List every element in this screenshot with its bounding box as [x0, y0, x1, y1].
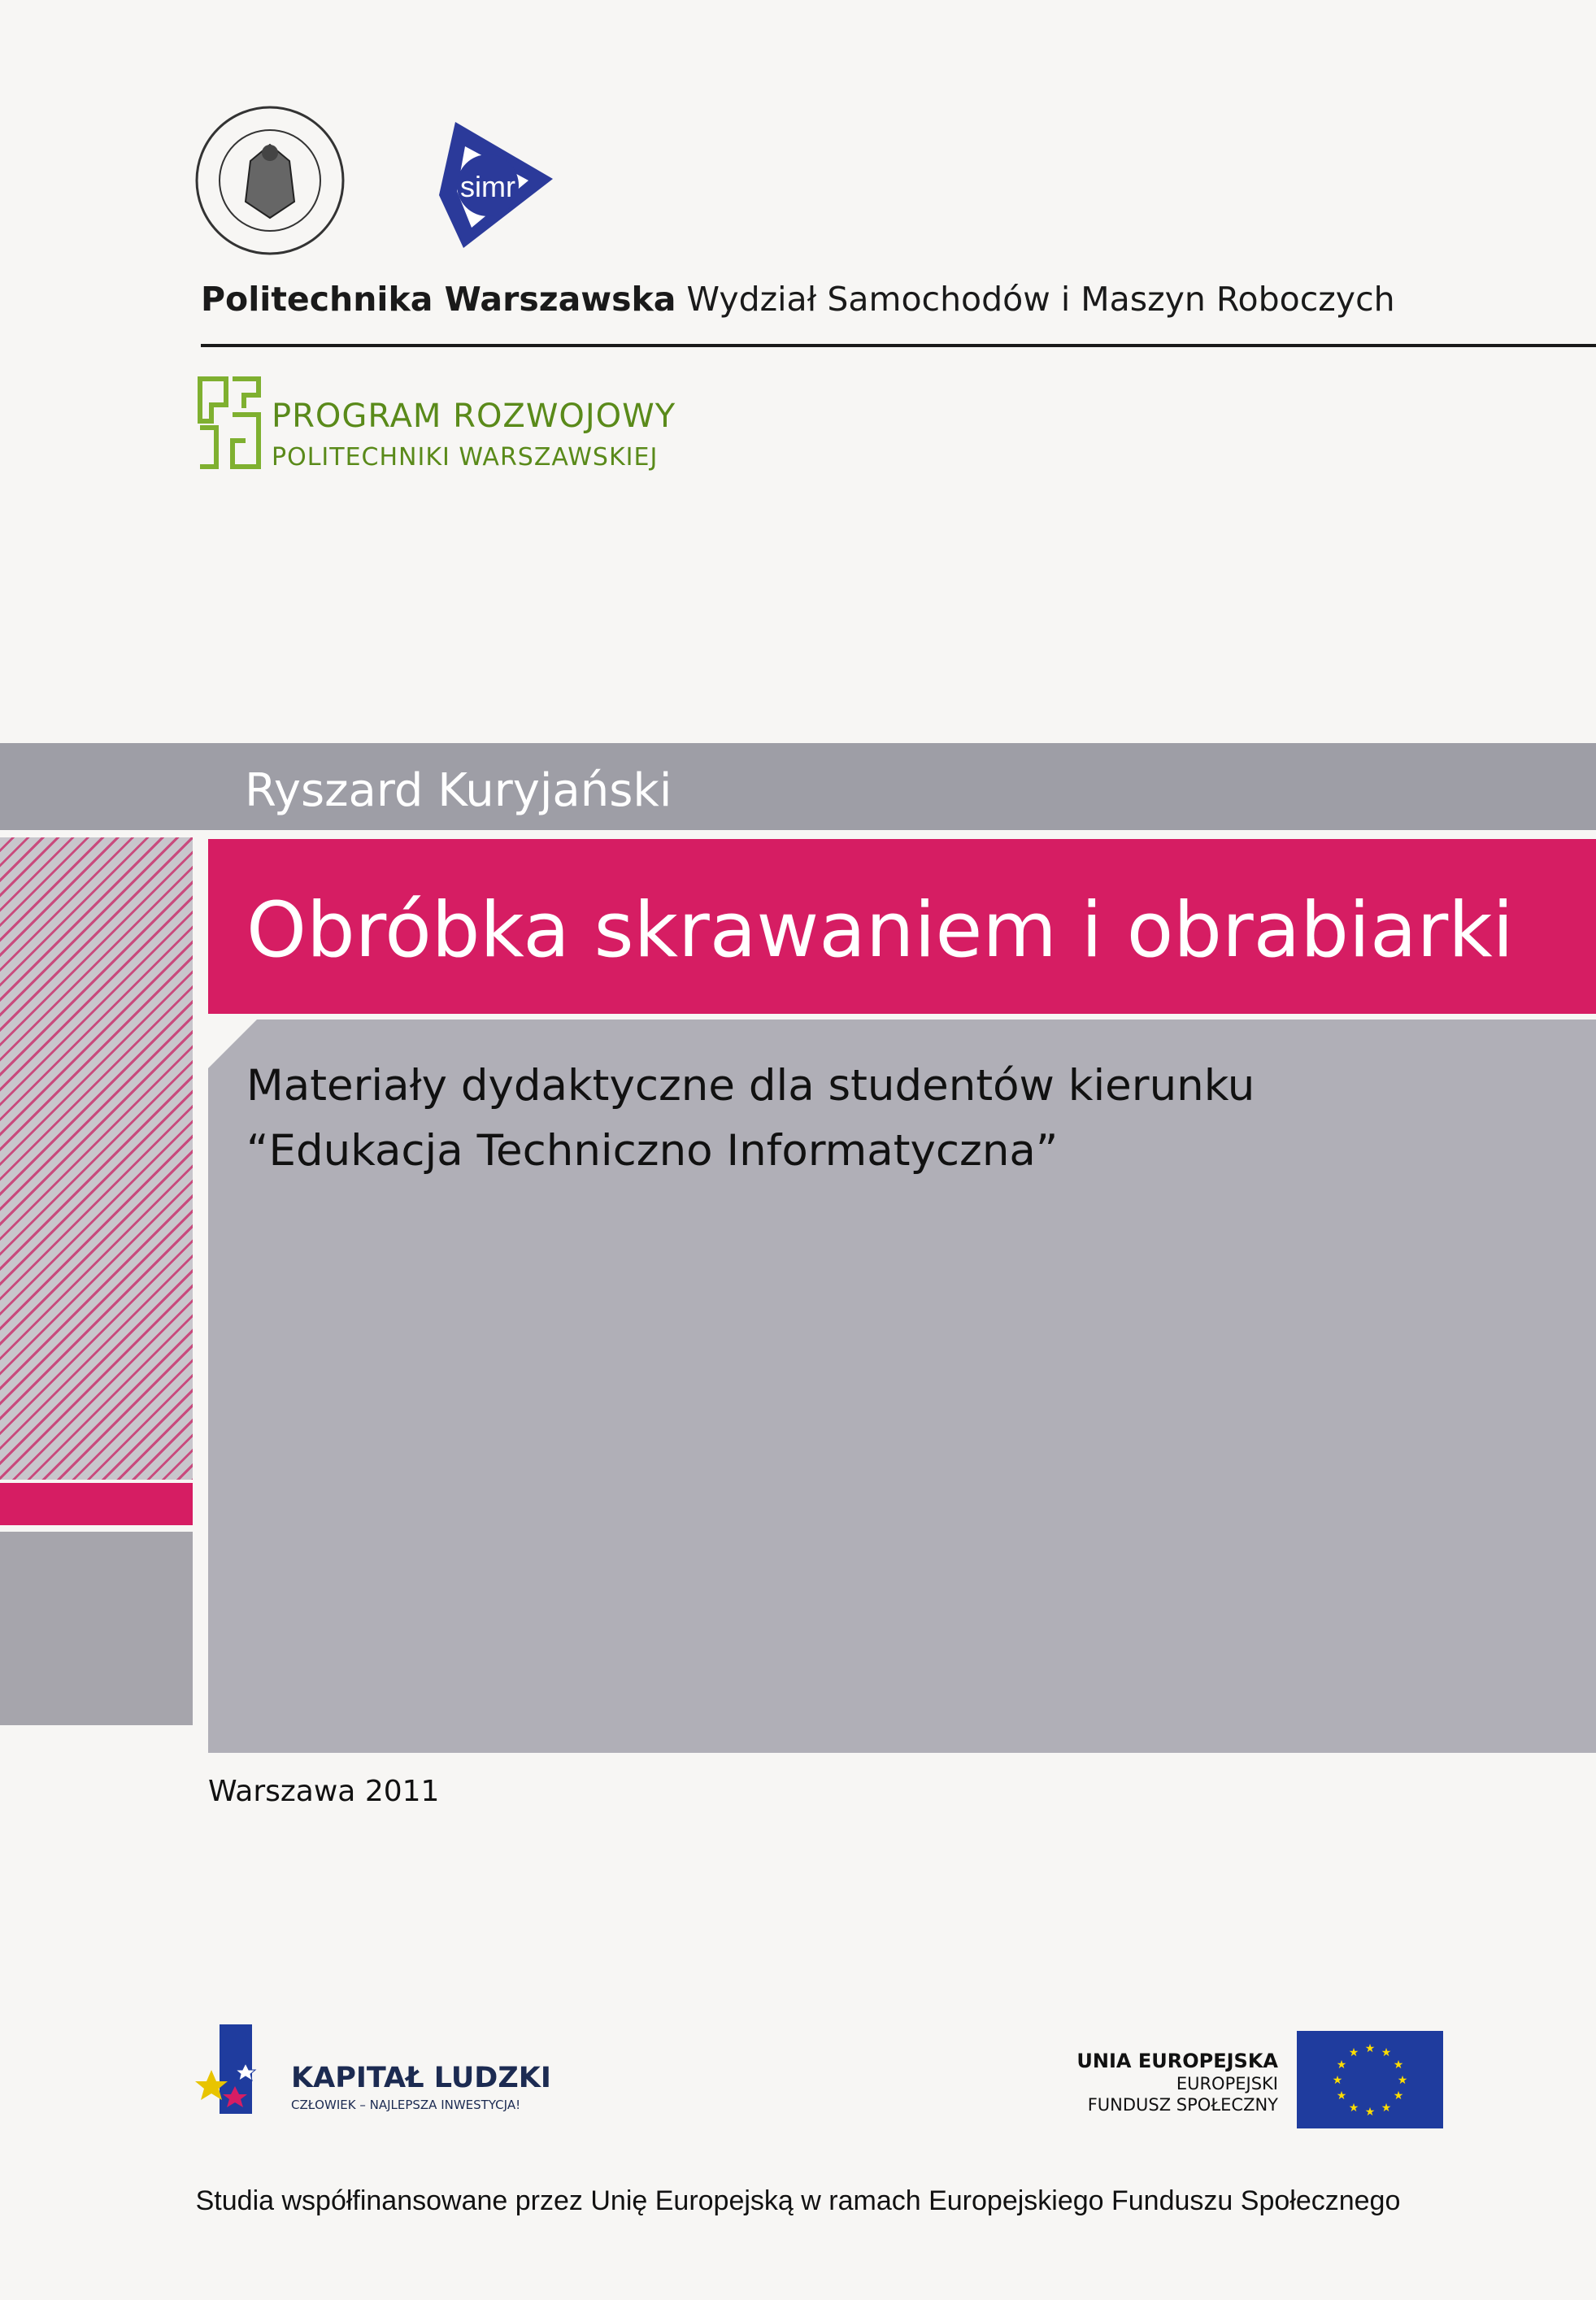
svg-text:★: ★	[1393, 2089, 1404, 2102]
author-band	[0, 743, 1596, 830]
program-subtitle: POLITECHNIKI WARSZAWSKIEJ	[272, 443, 659, 472]
eu-fund-line-2: FUNDUSZ SPOŁECZNY	[1087, 2095, 1278, 2115]
gray-side-block	[0, 1532, 193, 1725]
svg-text:★: ★	[1336, 2059, 1347, 2072]
eu-flag-icon	[1297, 2031, 1443, 2128]
eu-text-block	[992, 2049, 1278, 2116]
institution-name: Politechnika Warszawska	[201, 280, 676, 319]
simr-logo-icon	[407, 89, 569, 252]
subtitle-line-2: “Edukacja Techniczno Informatyczna”	[246, 1126, 1059, 1176]
faculty-name: Wydział Samochodów i Maszyn Roboczych	[686, 280, 1395, 319]
book-title: Obróbka skrawaniem i obrabiarki	[246, 886, 1514, 975]
svg-text:★: ★	[1397, 2074, 1408, 2087]
svg-text:★: ★	[1348, 2046, 1359, 2059]
kapital-ludzki-icon	[195, 2024, 285, 2122]
svg-text:★: ★	[1381, 2102, 1392, 2115]
svg-text:★: ★	[1393, 2059, 1404, 2072]
svg-text:★: ★	[1348, 2102, 1359, 2115]
svg-text:★: ★	[1336, 2089, 1347, 2102]
pink-side-block	[0, 1483, 193, 1525]
header-divider	[201, 344, 1596, 347]
svg-text:★: ★	[1381, 2046, 1392, 2059]
kapital-ludzki-tagline: CZŁOWIEK – NAJLEPSZA INWESTYCJA!	[291, 2098, 521, 2112]
kapital-ludzki-name: KAPITAŁ LUDZKI	[291, 2062, 551, 2094]
subtitle-line-1: Materiały dydaktyczne dla studentów kierunku	[246, 1061, 1255, 1111]
university-seal-icon	[194, 104, 346, 257]
eu-name: UNIA EUROPEJSKA	[1076, 2050, 1278, 2072]
svg-text:★: ★	[1332, 2074, 1343, 2087]
author-name: Ryszard Kuryjański	[245, 764, 672, 817]
program-rozwojowy-icon	[197, 376, 262, 470]
svg-text:★: ★	[1364, 2106, 1376, 2119]
hatched-side-panel	[0, 837, 193, 1480]
eu-fund-line-1: EUROPEJSKI	[1176, 2074, 1278, 2093]
program-title: PROGRAM ROZWOJOWY	[272, 398, 676, 435]
svg-text:★: ★	[1364, 2042, 1376, 2055]
simr-text: simr	[460, 170, 515, 203]
place-year: Warszawa 2011	[208, 1775, 440, 1808]
institution-line	[201, 280, 1395, 319]
cofinance-note: Studia współfinansowane przez Unię Europejską w ramach Europejskiego Funduszu Społecznego	[195, 2185, 1401, 2216]
